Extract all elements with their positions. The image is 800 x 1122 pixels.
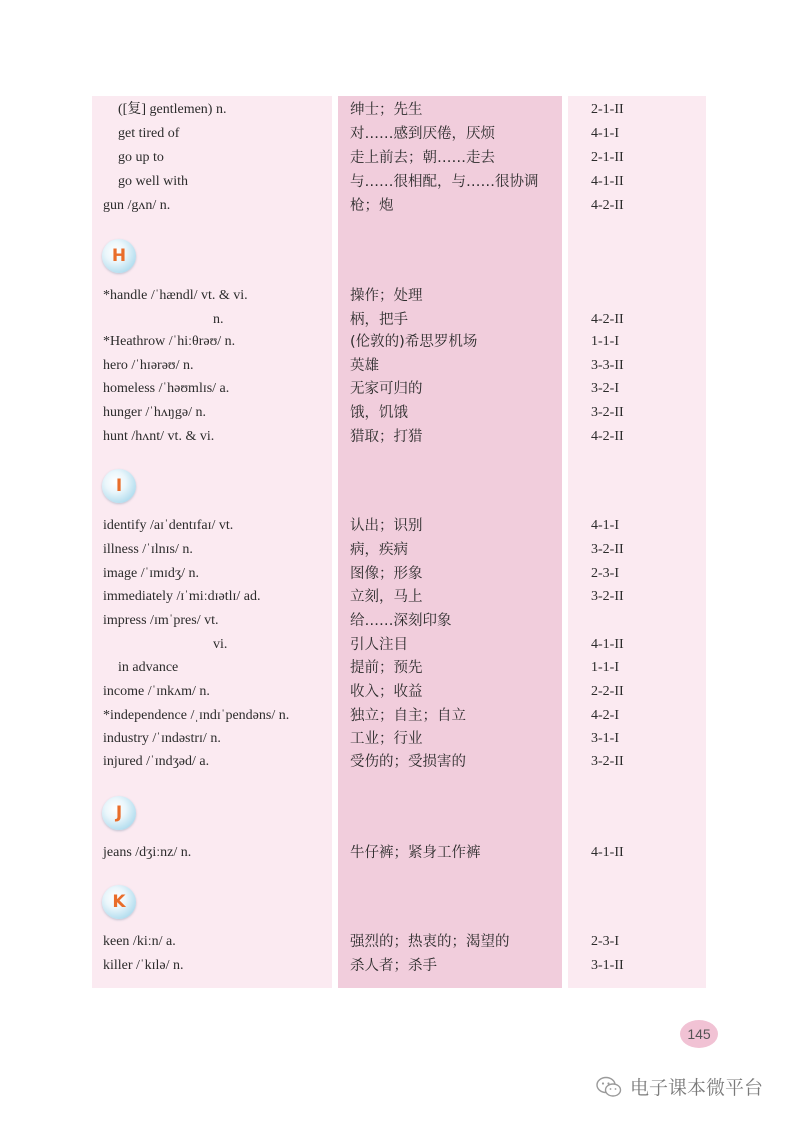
entry-row bbox=[0, 354, 800, 378]
entry-word: identify /aɪˈdentɪfaɪ/ vt. bbox=[103, 518, 234, 533]
entry-row bbox=[0, 656, 800, 680]
entry-meaning: 与……很相配，与……很协调 bbox=[350, 174, 539, 190]
entry-unit: 2-2-II bbox=[591, 684, 624, 699]
entry-unit: 4-2-I bbox=[591, 708, 619, 723]
entry-meaning: 走上前去；朝……走去 bbox=[350, 150, 495, 166]
entry-unit: 3-2-II bbox=[591, 405, 624, 420]
entry-row bbox=[0, 194, 800, 218]
entry-word: immediately /ɪˈmiːdɪətlɪ/ ad. bbox=[103, 589, 261, 604]
entry-meaning: 强烈的；热衷的；渴望的 bbox=[350, 934, 510, 950]
entry-word: killer /ˈkɪlə/ n. bbox=[103, 958, 184, 973]
entry-unit: 1-1-I bbox=[591, 334, 619, 349]
entry-word: illness /ˈɪlnɪs/ n. bbox=[103, 542, 193, 557]
entry-meaning: (伦敦的)希思罗机场 bbox=[350, 334, 478, 350]
entry-row bbox=[0, 609, 800, 633]
entry-word: impress /ɪmˈpres/ vt. bbox=[103, 613, 219, 628]
entry-unit: 4-1-II bbox=[591, 845, 624, 860]
entry-meaning: 立刻，马上 bbox=[350, 589, 423, 605]
entry-meaning: 柄，把手 bbox=[350, 312, 408, 328]
entry-row bbox=[0, 750, 800, 774]
entry-meaning: 猎取；打猎 bbox=[350, 429, 423, 445]
entry-word: image /ˈɪmɪdʒ/ n. bbox=[103, 566, 200, 581]
entry-row bbox=[0, 930, 800, 954]
entry-unit: 3-2-II bbox=[591, 542, 624, 557]
entry-unit: 3-2-II bbox=[591, 754, 624, 769]
entry-row bbox=[0, 401, 800, 425]
entry-row bbox=[0, 727, 800, 751]
entry-meaning: 无家可归的 bbox=[350, 381, 423, 397]
entry-word: gun /gʌn/ n. bbox=[103, 198, 171, 213]
entry-row bbox=[0, 514, 800, 538]
entry-meaning: 操作；处理 bbox=[350, 288, 423, 304]
entry-meaning: 英雄 bbox=[350, 358, 379, 374]
page-number-text: 145 bbox=[687, 1026, 711, 1042]
entry-unit: 4-1-II bbox=[591, 637, 624, 652]
entry-row bbox=[0, 562, 800, 586]
entry-row bbox=[0, 170, 800, 194]
entry-row bbox=[0, 146, 800, 170]
entry-unit: 3-1-I bbox=[591, 731, 619, 746]
entry-unit: 3-3-II bbox=[591, 358, 624, 373]
entry-unit: 4-2-II bbox=[591, 429, 624, 444]
entry-word: vi. bbox=[213, 637, 228, 652]
entry-unit: 2-1-II bbox=[591, 150, 624, 165]
entry-row bbox=[0, 122, 800, 146]
watermark-text: 电子课本微平台 bbox=[630, 1077, 764, 1099]
section-letter-h bbox=[0, 239, 800, 279]
entry-unit: 4-2-II bbox=[591, 312, 624, 327]
entry-word: jeans /dʒiːnz/ n. bbox=[103, 845, 192, 860]
entry-row bbox=[0, 704, 800, 728]
entry-word: homeless /ˈhəʊmlɪs/ a. bbox=[103, 381, 230, 396]
entry-unit: 1-1-I bbox=[591, 660, 619, 675]
entry-meaning: 枪；炮 bbox=[350, 198, 394, 214]
entry-row bbox=[0, 98, 800, 122]
entry-unit: 4-1-II bbox=[591, 174, 624, 189]
entry-meaning: 受伤的；受损害的 bbox=[350, 754, 466, 770]
entry-word: go well with bbox=[118, 174, 188, 189]
entry-word: *handle /ˈhændl/ vt. & vi. bbox=[103, 288, 248, 303]
entry-row bbox=[0, 954, 800, 978]
entry-word: in advance bbox=[118, 660, 179, 675]
entry-word: injured /ˈɪndʒəd/ a. bbox=[103, 754, 210, 769]
entry-meaning: 认出；识别 bbox=[350, 518, 423, 534]
entry-word: ([复] gentlemen) n. bbox=[118, 102, 227, 117]
entry-word: industry /ˈɪndəstrɪ/ n. bbox=[103, 731, 221, 746]
entry-word: go up to bbox=[118, 150, 164, 165]
letter-badge-icon: I bbox=[102, 469, 136, 503]
entry-meaning: 绅士；先生 bbox=[350, 102, 423, 118]
entry-word: hunt /hʌnt/ vt. & vi. bbox=[103, 429, 215, 444]
entry-row bbox=[0, 680, 800, 704]
entry-unit: 4-2-II bbox=[591, 198, 624, 213]
entry-word: hero /ˈhɪərəʊ/ n. bbox=[103, 358, 194, 373]
entry-word: get tired of bbox=[118, 126, 180, 141]
entry-unit: 4-1-I bbox=[591, 518, 619, 533]
letter-badge-icon: K bbox=[102, 885, 136, 919]
entry-word: *independence /ˌɪndɪˈpendəns/ n. bbox=[103, 708, 290, 723]
entry-meaning: 病，疾病 bbox=[350, 542, 408, 558]
section-letter-i bbox=[0, 469, 800, 509]
entry-unit: 2-1-II bbox=[591, 102, 624, 117]
entry-unit: 3-2-II bbox=[591, 589, 624, 604]
page-number bbox=[680, 1020, 718, 1048]
entry-unit: 3-1-II bbox=[591, 958, 624, 973]
letter-badge-icon: J bbox=[102, 796, 136, 830]
entry-meaning: 杀人者；杀手 bbox=[350, 958, 437, 974]
section-letter-j bbox=[0, 796, 800, 836]
entry-row bbox=[0, 841, 800, 865]
entry-meaning: 给……深刻印象 bbox=[350, 613, 452, 629]
entry-meaning: 独立；自主；自立 bbox=[350, 708, 466, 724]
entry-unit: 3-2-I bbox=[591, 381, 619, 396]
entry-row bbox=[0, 330, 800, 354]
entry-unit: 4-1-I bbox=[591, 126, 619, 141]
entry-word: n. bbox=[213, 312, 224, 327]
entry-row bbox=[0, 308, 800, 332]
letter-badge-icon: H bbox=[102, 239, 136, 273]
entry-unit: 2-3-I bbox=[591, 934, 619, 949]
entry-word: hunger /ˈhʌŋgə/ n. bbox=[103, 405, 206, 420]
entry-meaning: 收入；收益 bbox=[350, 684, 423, 700]
entry-row bbox=[0, 377, 800, 401]
entry-row bbox=[0, 538, 800, 562]
entry-meaning: 图像；形象 bbox=[350, 566, 423, 582]
entry-meaning: 牛仔裤；紧身工作裤 bbox=[350, 845, 481, 861]
entry-unit: 2-3-I bbox=[591, 566, 619, 581]
entry-word: *Heathrow /ˈhiːθrəʊ/ n. bbox=[103, 334, 236, 349]
entry-meaning: 对……感到厌倦，厌烦 bbox=[350, 126, 495, 142]
entry-row bbox=[0, 425, 800, 449]
entry-row bbox=[0, 284, 800, 308]
entry-meaning: 提前；预先 bbox=[350, 660, 423, 676]
entry-meaning: 工业；行业 bbox=[350, 731, 423, 747]
section-letter-k bbox=[0, 885, 800, 925]
entry-meaning: 饿，饥饿 bbox=[350, 405, 408, 421]
wechat-icon bbox=[596, 1076, 622, 1098]
entry-meaning: 引人注目 bbox=[350, 637, 408, 653]
entry-row bbox=[0, 633, 800, 657]
entry-row bbox=[0, 585, 800, 609]
entry-word: keen /kiːn/ a. bbox=[103, 934, 176, 949]
entry-word: income /ˈɪnkʌm/ n. bbox=[103, 684, 210, 699]
